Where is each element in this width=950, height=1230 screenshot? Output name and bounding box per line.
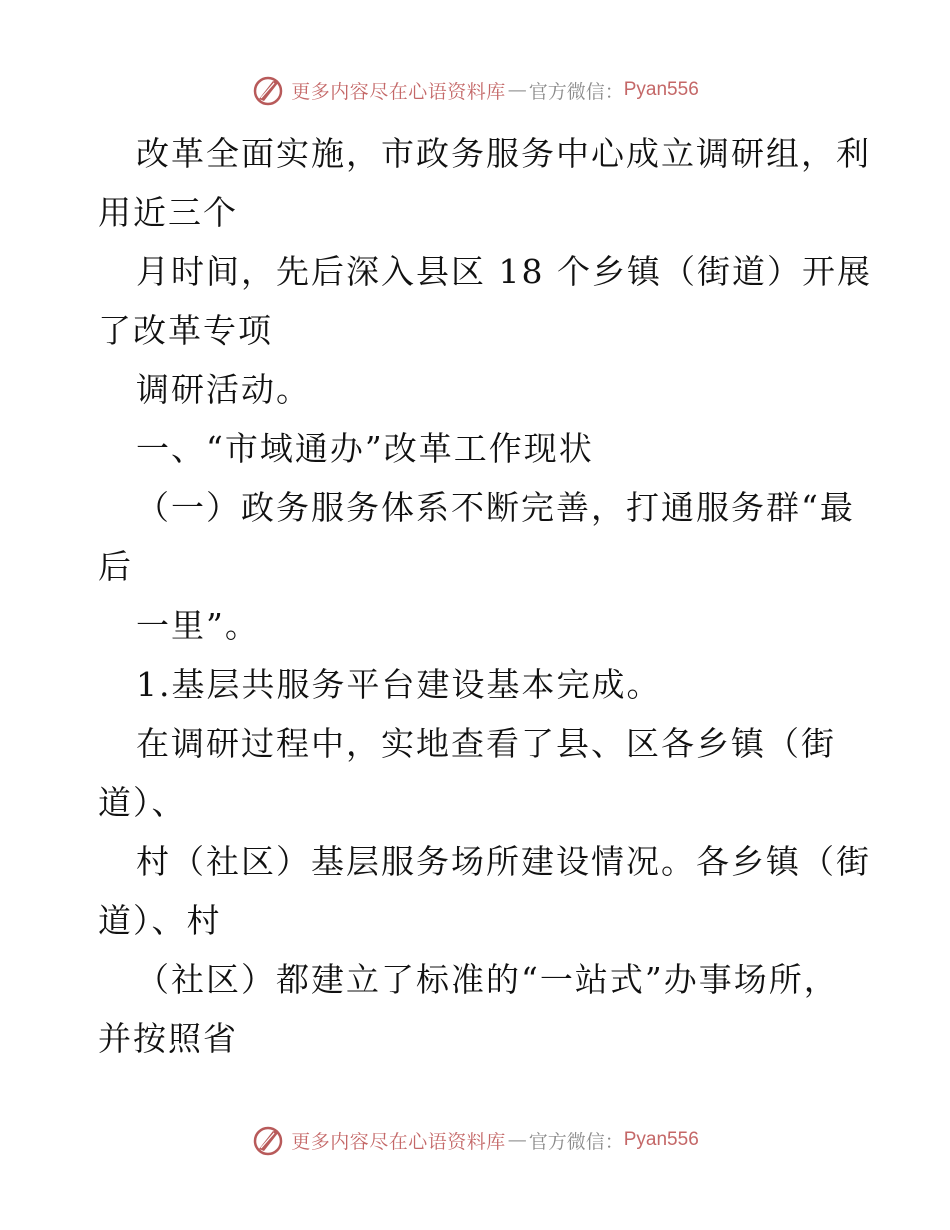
banner-wechat-id: Pyan556 <box>623 1129 699 1150</box>
text-line: 用近三个 <box>98 193 238 232</box>
text-line: 了改革专项 <box>98 311 273 350</box>
footer-watermark <box>0 1120 950 1160</box>
header-watermark <box>0 70 950 110</box>
header-watermark-inner <box>251 73 699 107</box>
text-line: 在调研过程中，实地查看了县、区各乡镇（街 <box>136 724 836 763</box>
text-line: 一里”。 <box>136 606 260 645</box>
footer-watermark-inner <box>251 1123 699 1157</box>
subsection-heading: （一）政务服务体系不断完善，打通服务群“最 <box>136 488 855 527</box>
text-line: 后 <box>98 547 133 586</box>
item-heading: 1.基层共服务平台建设基本完成。 <box>136 665 662 704</box>
banner-site-text: 更多内容尽在心语资料库 <box>291 1130 506 1153</box>
banner-label: 官方微信： <box>528 1130 624 1153</box>
text-line: 道）、 <box>98 783 187 822</box>
banner-separator: — <box>507 1129 527 1151</box>
text-line: 调研活动。 <box>136 370 311 409</box>
section-heading: 一、“市域通办”改革工作现状 <box>136 429 594 468</box>
text-line: 道）、村 <box>98 901 222 940</box>
text-line: 月时间，先后深入县区 18 个乡镇（街道）开展 <box>136 252 872 291</box>
pen-logo-icon <box>251 1123 285 1157</box>
pen-logo-icon <box>251 73 285 107</box>
banner-wechat-id: Pyan556 <box>623 79 699 100</box>
body-text <box>98 124 872 1068</box>
text-line: （社区）都建立了标准的“一站式”办事场所， <box>136 960 839 999</box>
banner-site-text: 更多内容尽在心语资料库 <box>291 80 506 103</box>
banner-label: 官方微信： <box>528 80 624 103</box>
text-line: 并按照省 <box>98 1019 238 1058</box>
banner-separator: — <box>507 79 527 101</box>
text-line: 村（社区）基层服务场所建设情况。各乡镇（街 <box>136 842 871 881</box>
text-line: 改革全面实施，市政务服务中心成立调研组，利 <box>136 134 871 173</box>
